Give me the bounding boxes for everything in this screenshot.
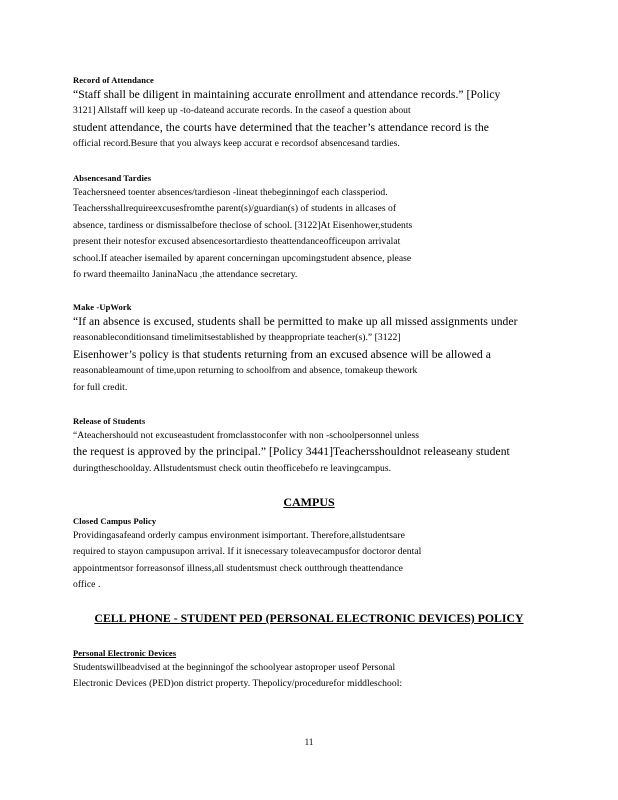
- paragraph-line: the request is approved by the principal.” [Policy 3441]Teachersshouldnot releaseany student: [73, 445, 510, 459]
- paragraph-line: Teachersneed toenter absences/tardieson -lineat thebeginningof each classperiod.: [73, 187, 388, 198]
- paragraph-line: Teachersshallrequireexcusesfromthe parent(s)/guardian(s) of students in allcases of: [73, 203, 397, 215]
- section-heading: Record of Attendance: [73, 75, 154, 85]
- paragraph-line: official record.Besure that you always keep accurat e recordsof absencesand tardies.: [73, 138, 400, 150]
- section-absences-tardies: [73, 173, 533, 283]
- section-record-of-attendance: [73, 75, 533, 153]
- paragraph-line: school.If ateacher isemailed by aparent concerningan upcomingstudent absence, please: [73, 252, 412, 264]
- section-closed-campus: [73, 516, 533, 594]
- paragraph-line: Providingasafeand orderly campus environment isimportant. Therefore,allstudentsare: [73, 530, 405, 541]
- paragraph-line: 3121] Allstaff will keep up -to-dateand accurate records. In the caseof a question about: [73, 105, 411, 117]
- paragraph-line: reasonableconditionsand timelimitsestablished by theappropriate teacher(s).” [3122]: [73, 332, 401, 344]
- section-title-cell-phone: CELL PHONE - STUDENT PED (PERSONAL ELECTRONIC DEVICES) POLICY: [94, 611, 524, 625]
- paragraph-line: present their notesfor excused absencesortardiesto theattendanceofficeupon arrivalat: [73, 236, 401, 248]
- section-personal-electronic-devices: [73, 648, 533, 693]
- section-make-up-work: [73, 302, 533, 396]
- section-heading: Closed Campus Policy: [73, 516, 157, 526]
- paragraph-line: reasonableamount of time,upon returning to schoolfrom and absence, tomakeup thework: [73, 365, 418, 377]
- paragraph-line: “Staff shall be diligent in maintaining accurate enrollment and attendance records.” [Policy: [73, 88, 501, 101]
- section-title-campus: CAMPUS: [283, 495, 335, 509]
- section-release-of-students: [73, 416, 533, 477]
- paragraph-line: appointmentsor forreasonsof illness,all studentsmust check outthrough theattendance: [73, 562, 403, 574]
- paragraph-line: office .: [73, 579, 101, 591]
- paragraph-line: student attendance, the courts have determined that the teacher’s attendance record is the: [73, 120, 490, 134]
- section-heading: Make -UpWork: [73, 302, 132, 312]
- paragraph-line: fo rward theemailto JaninaNacu ,the attendance secretary.: [73, 269, 298, 281]
- paragraph-line: “Ateachershould not excuseastudent fromclasstoconfer with non -schoolpersonnel unless: [73, 430, 420, 441]
- paragraph-line: “If an absence is excused, students shall be permitted to make up all missed assignments under: [73, 315, 518, 328]
- paragraph-line: Studentswillbeadvised at the beginningof the schoolyear astoproper useof Personal: [73, 662, 396, 673]
- paragraph-line: required to stayon campusupon arrival. If it isnecessary toleavecampusfor doctoror dental: [73, 546, 422, 558]
- paragraph-line: for full credit.: [73, 381, 128, 393]
- section-heading: Absencesand Tardies: [73, 173, 152, 183]
- section-heading: Personal Electronic Devices: [73, 648, 177, 658]
- paragraph-line: absence, tardiness or dismissalbefore theclose of school. [3122]At Eisenhower,students: [73, 219, 413, 231]
- page-number: 11: [304, 737, 314, 747]
- paragraph-line: Electronic Devices (PED)on district property. Thepolicy/procedurefor middleschool:: [73, 678, 403, 690]
- paragraph-line: Eisenhower’s policy is that students returning from an excused absence will be allowed a: [73, 347, 491, 361]
- paragraph-line: duringtheschoolday. Allstudentsmust check outin theofficebefo re leavingcampus.: [73, 462, 392, 474]
- section-heading: Release of Students: [73, 416, 146, 426]
